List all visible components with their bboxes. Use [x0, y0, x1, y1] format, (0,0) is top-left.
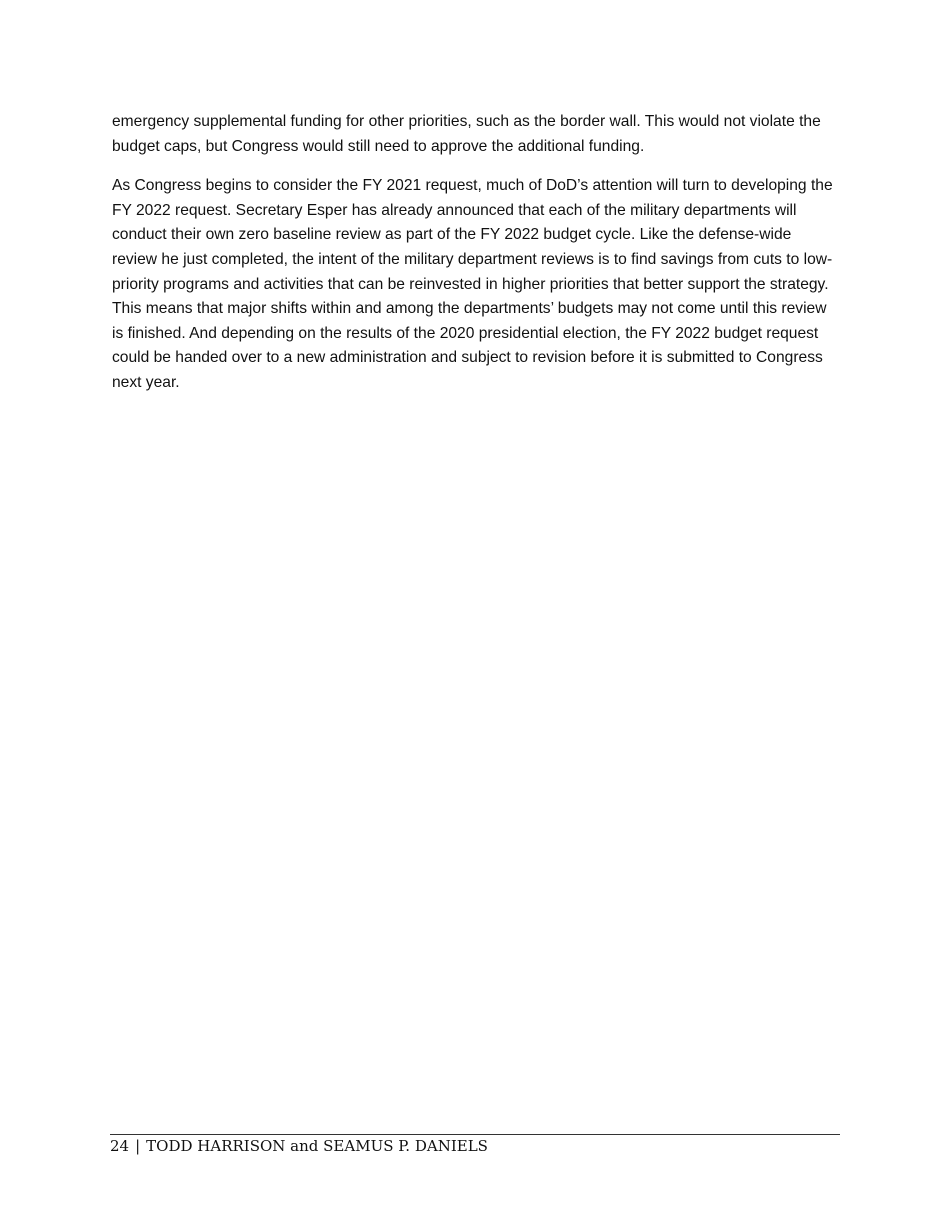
page-number: 24 [110, 1137, 130, 1155]
footer-text [110, 1136, 840, 1156]
footer-separator: | [135, 1137, 141, 1155]
footer-authors: TODD HARRISON and SEAMUS P. DANIELS [146, 1137, 488, 1155]
paragraph-2: As Congress begins to consider the FY 2021 request, much of DoD’s attention will turn to developing the FY 2022 request. Secretary Esper has already announced that each of the military departments will conduct their own zero baseline review as part of the FY 2022 budget cycle. Like the defense-wide review he just completed, the intent of the military department reviews is to find savings from cuts to low-priority programs and activities that can be reinvested in higher priorities that better support the strategy. This means that major shifts within and among the departments’ budgets may not come until this review is finished. And depending on the results of the 2020 presidential election, the FY 2022 budget request could be handed over to a new administration and subject to revision before it is submitted to Congress next year. [112, 177, 833, 391]
body-text [112, 110, 840, 411]
paragraph-1: emergency supplemental funding for other priorities, such as the border wall. This would not violate the budget caps, but Congress would still need to approve the additional funding. [112, 113, 821, 155]
page-footer [110, 1134, 840, 1156]
footer-divider [110, 1134, 840, 1135]
